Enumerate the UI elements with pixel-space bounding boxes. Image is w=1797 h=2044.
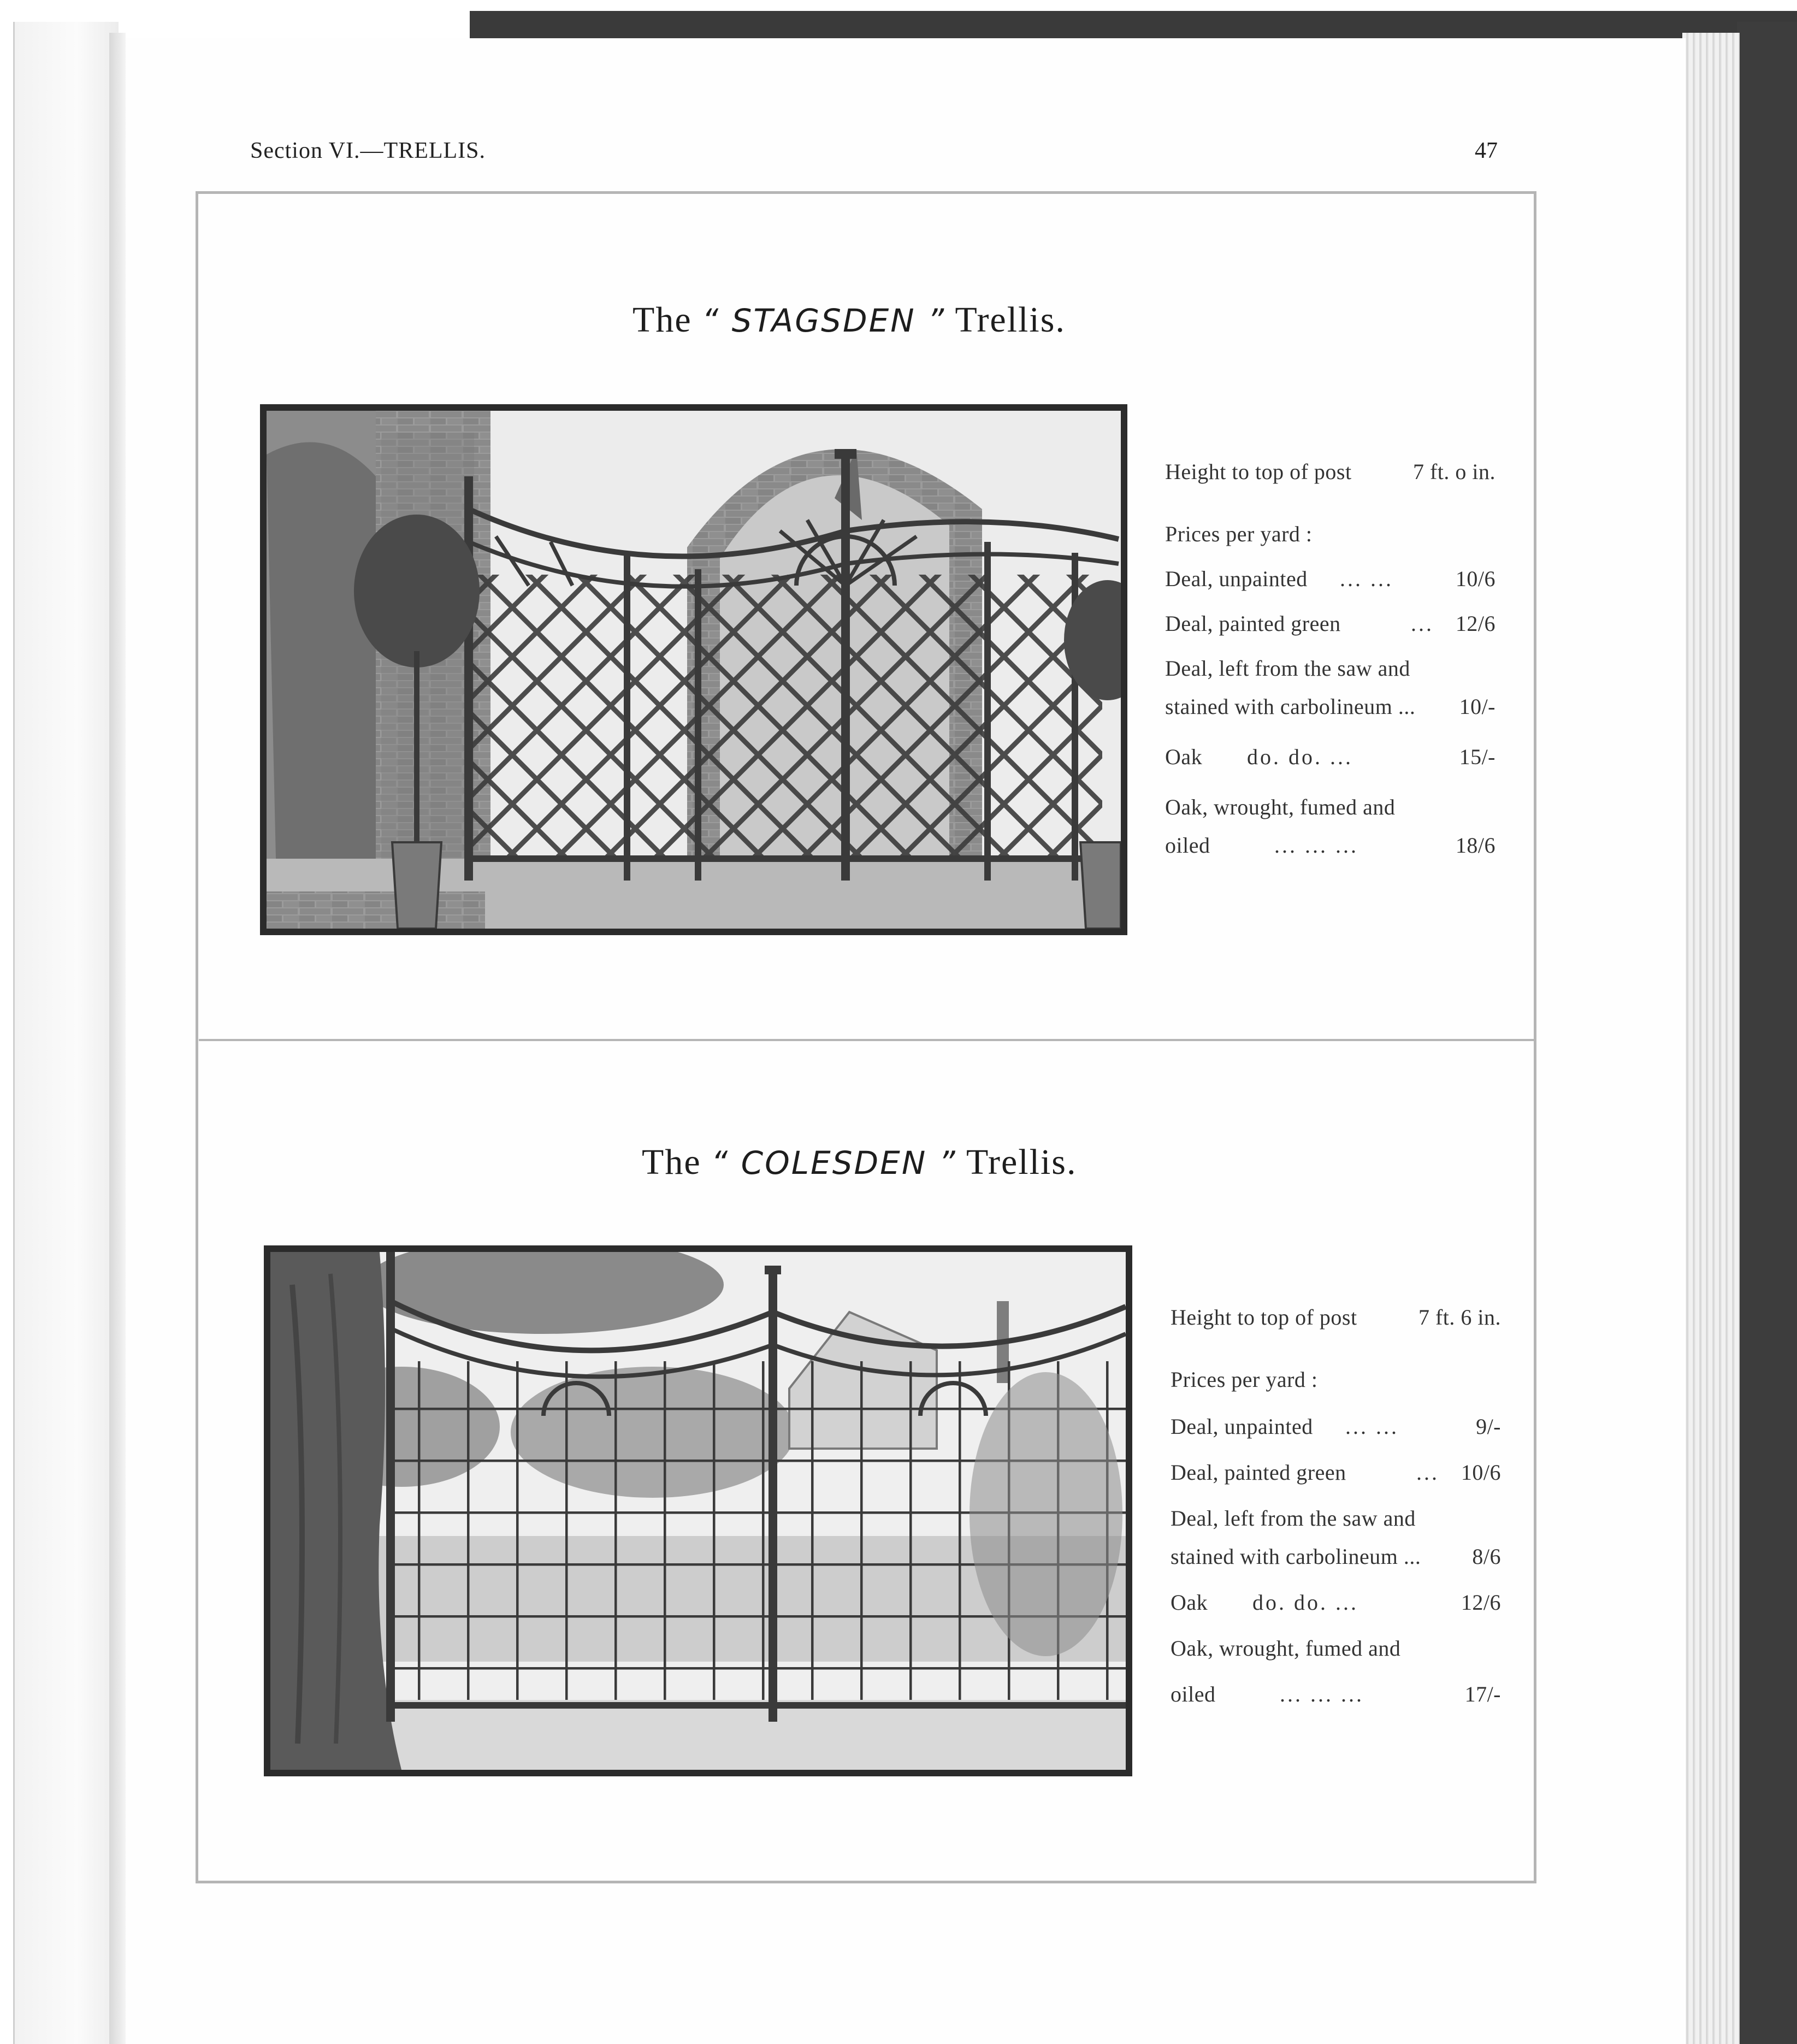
height-value: 7 ft. 6 in.: [1418, 1305, 1501, 1330]
price-dots: do. do. ...: [1252, 1590, 1358, 1615]
colesden-drawing: [270, 1252, 1126, 1770]
price-label: Oak, wrought, fumed and: [1165, 795, 1396, 819]
price-dots: ...: [1416, 1460, 1439, 1485]
stagsden-title: [633, 299, 1066, 341]
height-row: [1171, 1304, 1357, 1330]
price-value: 10/6: [1461, 1460, 1501, 1485]
title-suffix: Trellis.: [966, 1142, 1077, 1182]
price-label: Deal, left from the saw and: [1165, 656, 1410, 681]
page-edges-right: [1682, 33, 1740, 2044]
price-label: stained with carbolineum ...: [1171, 1544, 1421, 1569]
price-label: oiled: [1165, 833, 1210, 858]
price-value: 8/6: [1472, 1544, 1501, 1569]
price-value: 15/-: [1459, 745, 1495, 769]
left-page-edge: [13, 22, 119, 2044]
colesden-title: [642, 1142, 1077, 1183]
plate-divider: [199, 1039, 1536, 1041]
title-prefix: The: [633, 300, 692, 340]
title-suffix: Trellis.: [955, 300, 1066, 340]
price-label: Deal, left from the saw and: [1171, 1506, 1416, 1531]
height-label: Height to top of post: [1171, 1305, 1357, 1330]
book-gutter: [109, 33, 126, 2044]
price-label: stained with carbolineum ...: [1165, 694, 1416, 719]
price-label: Oak: [1165, 745, 1203, 769]
price-label: Oak: [1171, 1590, 1208, 1615]
price-label: oiled: [1171, 1682, 1216, 1706]
price-label: Oak, wrought, fumed and: [1171, 1636, 1401, 1661]
page-number: 47: [1475, 138, 1498, 163]
colesden-trellis-illustration: [264, 1245, 1132, 1776]
prices-label: Prices per yard :: [1171, 1367, 1318, 1392]
price-value: 9/-: [1476, 1414, 1501, 1439]
price-dots: ...: [1411, 611, 1434, 636]
price-label: Deal, painted green: [1165, 611, 1341, 636]
price-label: Deal, painted green: [1171, 1460, 1346, 1485]
price-dots: ... ...: [1345, 1414, 1399, 1439]
stagsden-specification: [1165, 459, 1495, 874]
price-value: 10/6: [1455, 566, 1495, 591]
price-value: 12/6: [1461, 1590, 1501, 1615]
height-label: Height to top of post: [1165, 459, 1352, 484]
price-label: Deal, unpainted: [1165, 566, 1308, 591]
title-prefix: The: [642, 1142, 701, 1182]
height-value: 7 ft. o in.: [1412, 459, 1495, 484]
price-label: Deal, unpainted: [1171, 1414, 1313, 1439]
price-value: 10/-: [1459, 694, 1495, 719]
stagsden-trellis-illustration: [260, 404, 1127, 935]
price-dots: ... ... ...: [1280, 1682, 1364, 1706]
height-row: [1165, 459, 1352, 485]
price-dots: ... ...: [1340, 566, 1393, 591]
price-value: 17/-: [1464, 1682, 1501, 1706]
price-value: 12/6: [1455, 611, 1495, 636]
title-name: “ COLESDEN ”: [711, 1144, 957, 1181]
price-dots: do. do. ...: [1247, 745, 1353, 769]
prices-label: Prices per yard :: [1165, 522, 1313, 546]
stagsden-drawing: [267, 411, 1121, 929]
book-cover-right: [1737, 22, 1797, 2044]
title-name: “ STAGSDEN ”: [702, 302, 946, 339]
colesden-specification: [1171, 1304, 1501, 1720]
price-value: 18/6: [1455, 833, 1495, 858]
price-dots: ... ... ...: [1274, 833, 1358, 858]
running-head: Section VI.—TRELLIS.: [250, 138, 486, 163]
